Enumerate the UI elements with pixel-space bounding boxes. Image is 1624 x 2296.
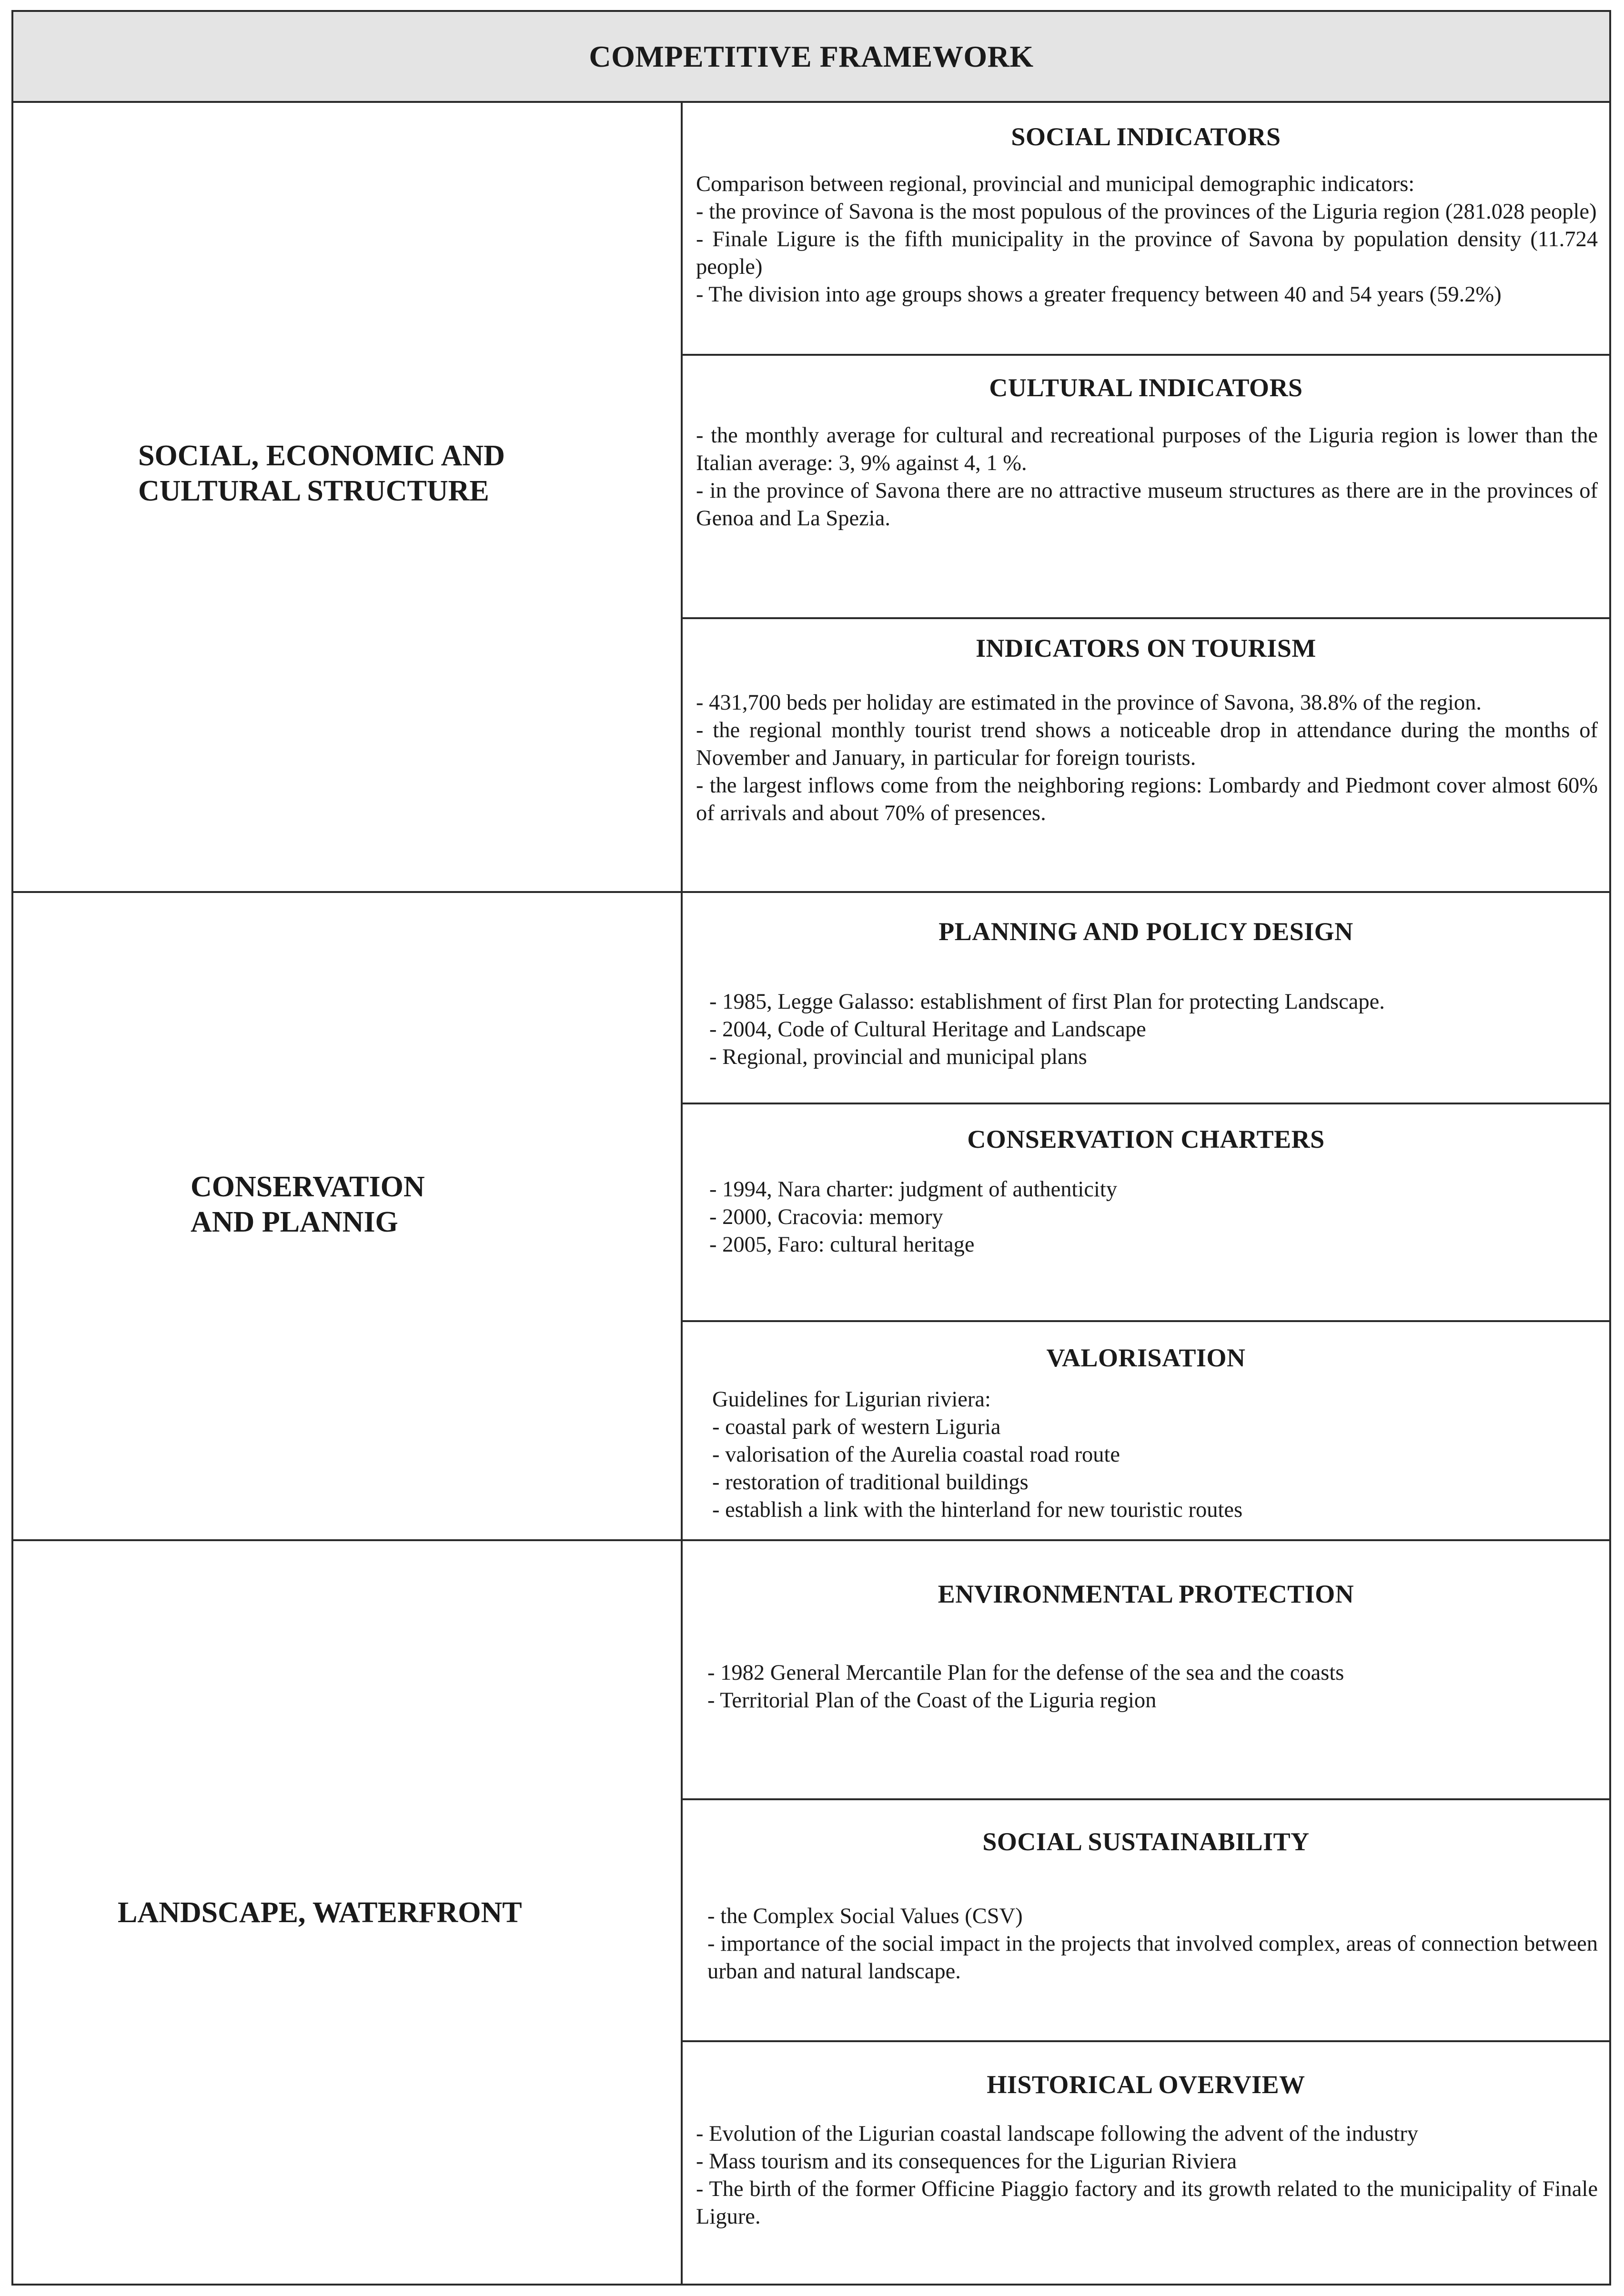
- box-body: [712, 1386, 1598, 1524]
- box-body: [707, 1659, 1598, 1714]
- text-line: - 2000, Cracovia: memory: [709, 1205, 943, 1229]
- text-line: - coastal park of western Liguria: [712, 1415, 1001, 1439]
- table-header: [13, 12, 1609, 103]
- competitive-framework-table: [11, 10, 1611, 2286]
- text-line: - Finale Ligure is the fifth municipality in the province of Savona by population density (11.724 people): [696, 227, 1598, 279]
- box-title: CULTURAL INDICATORS: [989, 373, 1303, 402]
- text-line: - 1985, Legge Galasso: establishment of first Plan for protecting Landscape.: [709, 990, 1385, 1014]
- text-line: - 431,700 beds per holiday are estimated in the province of Savona, 38.8% of the region.: [696, 691, 1482, 715]
- text-line: - in the province of Savona there are no attractive museum structures as there are in the provinces of Genoa and La Spezia.: [696, 479, 1598, 531]
- box-body: [696, 689, 1598, 827]
- text-line: - 2005, Faro: cultural heritage: [709, 1233, 975, 1257]
- box-planning-policy-design: [683, 893, 1609, 1103]
- box-title: ENVIRONMENTAL PROTECTION: [938, 1580, 1354, 1608]
- box-cultural-indicators: [683, 356, 1609, 617]
- text-line: Comparison between regional, provincial and municipal demographic indicators:: [696, 172, 1415, 196]
- box-historical-overview: [683, 2042, 1609, 2286]
- box-title: SOCIAL INDICATORS: [1011, 122, 1281, 151]
- text-line: - The birth of the former Officine Piaggio factory and its growth related to the municipality of Finale Ligure.: [696, 2177, 1598, 2229]
- text-line: Guidelines for Ligurian riviera:: [712, 1387, 991, 1412]
- box-body: [696, 422, 1598, 532]
- text-line: - 1982 General Mercantile Plan for the defense of the sea and the coasts: [707, 1661, 1344, 1685]
- text-line: - importance of the social impact in the projects that involved complex, areas of connection between urban and natural landscape.: [707, 1932, 1598, 1984]
- text-line: - Evolution of the Ligurian coastal landscape following the advent of the industry: [696, 2122, 1419, 2146]
- box-conservation-charters: [683, 1104, 1609, 1320]
- text-line: - establish a link with the hinterland for new touristic routes: [712, 1498, 1243, 1522]
- section-label-landscape-waterfront: LANDSCAPE, WATERFRONT: [118, 1896, 522, 1929]
- text-line: - Regional, provincial and municipal plans: [709, 1045, 1087, 1069]
- box-title: INDICATORS ON TOURISM: [976, 634, 1316, 662]
- text-line: - restoration of traditional buildings: [712, 1470, 1029, 1494]
- box-valorisation: [683, 1322, 1609, 1539]
- section-label-conservation-planning: CONSERVATION AND PLANNIG: [191, 1171, 425, 1238]
- text-line: - the monthly average for cultural and recreational purposes of the Liguria region is lower than the Italian average: 3, 9% against 4, 1 %.: [696, 423, 1598, 475]
- box-environmental-protection: [683, 1541, 1609, 1798]
- section-label-social-economic-cultural: SOCIAL, ECONOMIC AND CULTURAL STRUCTURE: [138, 440, 505, 507]
- box-social-indicators: [683, 103, 1609, 354]
- text-line: - the province of Savona is the most populous of the provinces of the Liguria region (281.028 people): [696, 200, 1597, 224]
- text-line: - 2004, Code of Cultural Heritage and Landscape: [709, 1017, 1146, 1042]
- text-line: - the Complex Social Values (CSV): [707, 1904, 1023, 1928]
- box-body: [696, 170, 1598, 309]
- text-line: - the largest inflows come from the neighboring regions: Lombardy and Piedmont cover almost 60% of arrivals and about 70% of presences.: [696, 773, 1598, 825]
- box-indicators-on-tourism: [683, 619, 1609, 891]
- box-social-sustainability: [683, 1800, 1609, 2040]
- box-body: [696, 2120, 1598, 2231]
- text-line: - The division into age groups shows a greater frequency between 40 and 54 years (59.2%): [696, 282, 1502, 307]
- text-line: - Territorial Plan of the Coast of the Liguria region: [707, 1688, 1157, 1713]
- box-body: [707, 1903, 1598, 1985]
- text-line: - the regional monthly tourist trend shows a noticeable drop in attendance during the months of November and January, in particular for foreign tourists.: [696, 718, 1598, 770]
- box-title: HISTORICAL OVERVIEW: [987, 2070, 1305, 2099]
- text-line: - valorisation of the Aurelia coastal road route: [712, 1443, 1120, 1467]
- text-line: - Mass tourism and its consequences for the Ligurian Riviera: [696, 2149, 1237, 2174]
- box-title: CONSERVATION CHARTERS: [967, 1125, 1325, 1153]
- box-body: [709, 988, 1598, 1071]
- box-title: SOCIAL SUSTAINABILITY: [982, 1827, 1310, 1856]
- text-line: - 1994, Nara charter: judgment of authenticity: [709, 1177, 1118, 1202]
- box-body: [709, 1176, 1598, 1259]
- box-title: PLANNING AND POLICY DESIGN: [938, 917, 1353, 946]
- table-title: COMPETITIVE FRAMEWORK: [589, 39, 1034, 73]
- box-title: VALORISATION: [1046, 1344, 1246, 1372]
